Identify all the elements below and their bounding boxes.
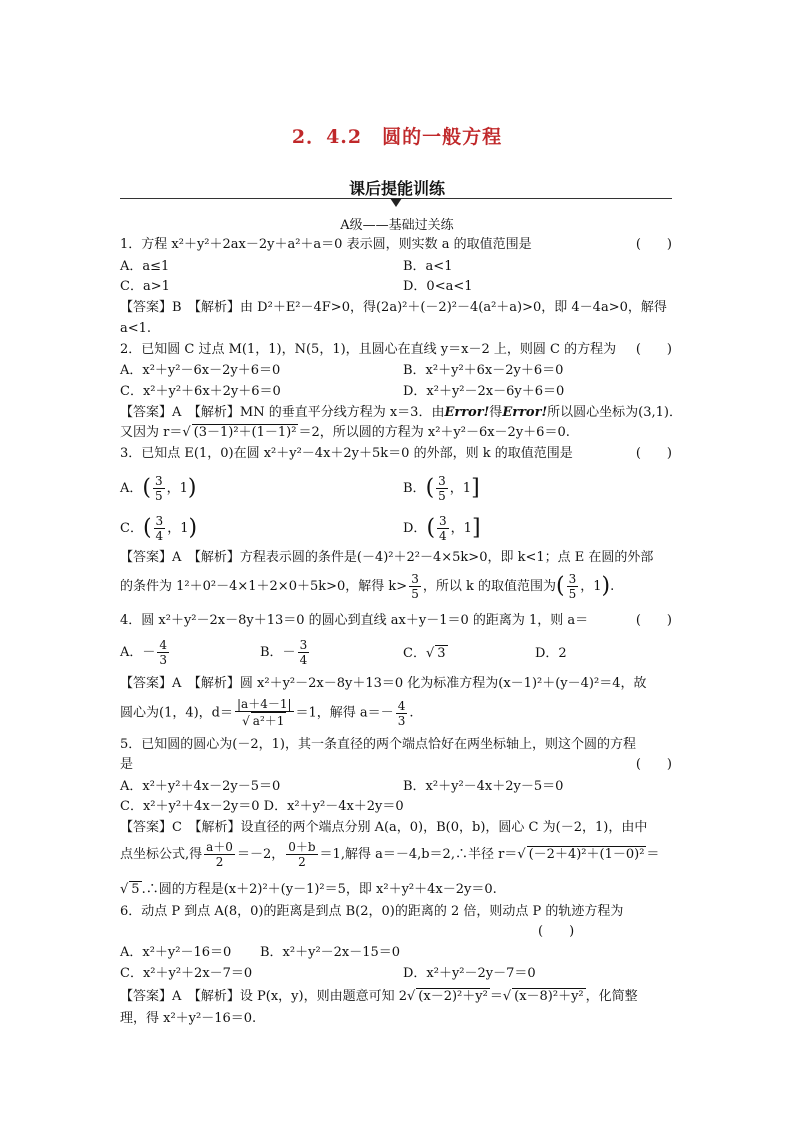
q6-option-a: A．x²＋y²－16＝0 xyxy=(120,945,232,960)
fraction: $\frac{3}{4}$ xyxy=(299,638,308,667)
q3-option-d: D．( $\frac{3}{4}$ ，1] xyxy=(403,514,481,543)
answer-bracket: ( ) xyxy=(635,342,672,357)
error-text: Error! xyxy=(502,405,548,420)
fraction: $\frac{3}{5}$ xyxy=(438,474,446,503)
fraction: $\frac{0+b}{2}$ xyxy=(288,840,316,869)
radical: (x－8)²＋y² xyxy=(514,989,584,1004)
q4-option-c: C．√ 3 xyxy=(403,646,446,661)
q5-option-b: B．x²＋y²－4x＋2y－5＝0 xyxy=(403,779,564,794)
q6-option-b: B．x²＋y²－2x－15＝0 xyxy=(260,945,401,960)
fraction: $\frac{3}{4}$ xyxy=(155,514,164,543)
answer-bracket: ( ) xyxy=(635,446,672,461)
radical: (－2＋4)²＋(1－0)² xyxy=(528,847,645,862)
q5-answer-cont2: √ 5 .∴圆的方程是(x＋2)²＋(y－1)²＝5，即 x²＋y²＋4x－2y＝0. xyxy=(120,882,497,897)
q4-option-d: D．2 xyxy=(535,646,567,661)
q2-option-b: B．x²＋y²＋6x－2y＋6＝0 xyxy=(403,363,564,378)
q6-answer: 【答案】A 【解析】设 P(x，y)，则由题意可知 2√ (x－2)²＋y² ＝√ (x－8)²＋y² ，化简整 xyxy=(120,989,638,1004)
q1-option-d: D．0<a<1 xyxy=(403,279,473,294)
q4-stem: 4．圆 x²＋y²－2x－8y＋13＝0 的圆心到直线 ax＋y－1＝0 的距离为 1，则 a＝ ( ) xyxy=(120,611,672,631)
fraction: $\frac{|a+4-1|}{\text{√ a²＋1}}$ xyxy=(237,697,292,728)
fraction: $\frac{3}{5}$ xyxy=(154,474,163,503)
answer-bracket: ( ) xyxy=(538,924,575,939)
q4-answer: 【答案】A 【解析】圆 x²＋y²－2x－8y＋13＝0 化为标准方程为(x－1)²＋(y－4)²＝4，故 xyxy=(120,676,647,691)
q3-option-c: C．( $\frac{3}{4}$ ，1) xyxy=(120,514,198,543)
q5-stem-cont: 是 ( ) xyxy=(120,755,672,775)
page-title: 2．4.2 圆的一般方程 xyxy=(291,126,503,148)
q1-stem: 1．方程 x²＋y²＋2ax－2y＋a²＋a＝0 表示圆，则实数 a 的取值范围是 ( ) xyxy=(120,235,672,255)
q4-option-a: A．－ $\frac{4}{3}$ xyxy=(120,638,168,667)
triangle-marker-icon xyxy=(390,198,402,207)
q6-answer-cont: 理，得 x²＋y²－16＝0. xyxy=(120,1011,257,1026)
q3-stem: 3．已知点 E(1，0)在圆 x²＋y²－4x＋2y＋5k＝0 的外部，则 k 的取值范围是 ( ) xyxy=(120,444,672,464)
answer-bracket: ( ) xyxy=(635,613,672,628)
radical: (3－1)²＋(1－1)² xyxy=(193,425,297,440)
q1-answer: 【答案】B 【解析】由 D²＋E²－4F>0，得(2a)²＋(－2)²－4(a²＋a)>0，即 4－4a>0，解得 xyxy=(120,300,667,315)
answer-bracket: ( ) xyxy=(635,757,672,772)
q4-answer-cont: 圆心为(1，4)，d＝ $\frac{|a+4-1|}{\text{√ a²＋1}}$ ＝1，解得 a＝－ $\frac{4}{3}$ . xyxy=(120,697,414,728)
q4-option-b: B．－ $\frac{3}{4}$ xyxy=(260,638,308,667)
q2-option-a: A．x²＋y²－6x－2y＋6＝0 xyxy=(120,363,281,378)
q6-option-d: D．x²＋y²－2y－7＝0 xyxy=(403,966,536,981)
q4-options xyxy=(120,636,672,670)
error-text: Error! xyxy=(444,405,490,420)
q2-answer: 【答案】A 【解析】MN 的垂直平分线方程为 x＝3．由Error!得Error!所以圆心坐标为(3,1)． xyxy=(120,405,682,420)
q3-answer: 【答案】A 【解析】方程表示圆的条件是(－4)²＋2²－4×5k>0，即 k<1；点 E 在圆的外部 xyxy=(120,550,654,565)
fraction: $\frac{3}{4}$ xyxy=(439,514,447,543)
level-heading: A级——基础过关练 xyxy=(340,218,454,233)
q5-answer-cont: 点坐标公式,得 $\frac{a+0}{2}$ ＝－2， $\frac{0+b}{2}$ ＝1,解得 a＝－4,b＝2,∴半径 r＝√ (－2＋4)²＋(1－0)² ＝ xyxy=(120,840,660,869)
fraction: $\frac{a+0}{2}$ xyxy=(206,840,233,869)
q3-option-a: A．( $\frac{3}{5}$ ，1) xyxy=(120,474,197,503)
fraction: $\frac{3}{5}$ xyxy=(411,572,419,601)
fraction: $\frac{4}{3}$ xyxy=(397,698,406,728)
q1-option-a: A．a≤1 xyxy=(120,259,170,274)
q2-option-d: D．x²＋y²－2x－6y＋6＝0 xyxy=(403,384,565,399)
q2-answer-cont: 又因为 r＝√ (3－1)²＋(1－1)² ＝2，所以圆的方程为 x²＋y²－6x－2y＋6＝0. xyxy=(120,425,570,440)
q3-answer-cont: 的条件为 1²＋0²－4×1＋2×0＋5k>0，解得 k> $\frac{3}{5}$ ，所以 k 的取值范围为( $\frac{3}{5}$ ，1). xyxy=(120,572,615,601)
q3-option-b: B．( $\frac{3}{5}$ ，1] xyxy=(403,474,480,503)
q1-answer-cont: a<1. xyxy=(120,321,152,336)
q6-option-c: C．x²＋y²＋2x－7＝0 xyxy=(120,966,253,981)
q5-options-row2: C．x²＋y²＋4x－2y＝0 D．x²＋y²－4x＋2y＝0 xyxy=(120,799,404,814)
q1-option-b: B．a<1 xyxy=(403,259,453,274)
section-title: 课后提能训练 xyxy=(348,179,445,198)
q5-option-a: A．x²＋y²＋4x－2y－5＝0 xyxy=(120,779,281,794)
q3-options-row1 xyxy=(120,470,672,504)
q6-stem: 6．动点 P 到点 A(8，0)的距离是到点 B(2，0)的距离的 2 倍，则动点 P 的轨迹方程为 xyxy=(120,904,624,919)
radical: (x－2)²＋y² xyxy=(418,989,488,1004)
answer-bracket: ( ) xyxy=(635,237,672,252)
q2-stem: 2．已知圆 C 过点 M(1，1)，N(5，1)，且圆心在直线 y＝x－2 上，则圆 C 的方程为 ( ) xyxy=(120,340,672,360)
q5-stem: 5．已知圆的圆心为(－2，1)，其一条直径的两个端点恰好在两坐标轴上，则这个圆的方程 xyxy=(120,737,636,752)
q5-answer: 【答案】C 【解析】设直径的两个端点分别 A(a，0)，B(0，b)，圆心 C 为(－2，1)，由中 xyxy=(120,820,648,835)
q2-option-c: C．x²＋y²＋6x＋2y＋6＝0 xyxy=(120,384,281,399)
fraction: $\frac{4}{3}$ xyxy=(159,638,168,667)
radical: 5 xyxy=(131,882,140,897)
q1-option-c: C．a>1 xyxy=(120,279,170,294)
q3-options-row2 xyxy=(120,510,672,544)
fraction: $\frac{3}{5}$ xyxy=(568,572,577,601)
